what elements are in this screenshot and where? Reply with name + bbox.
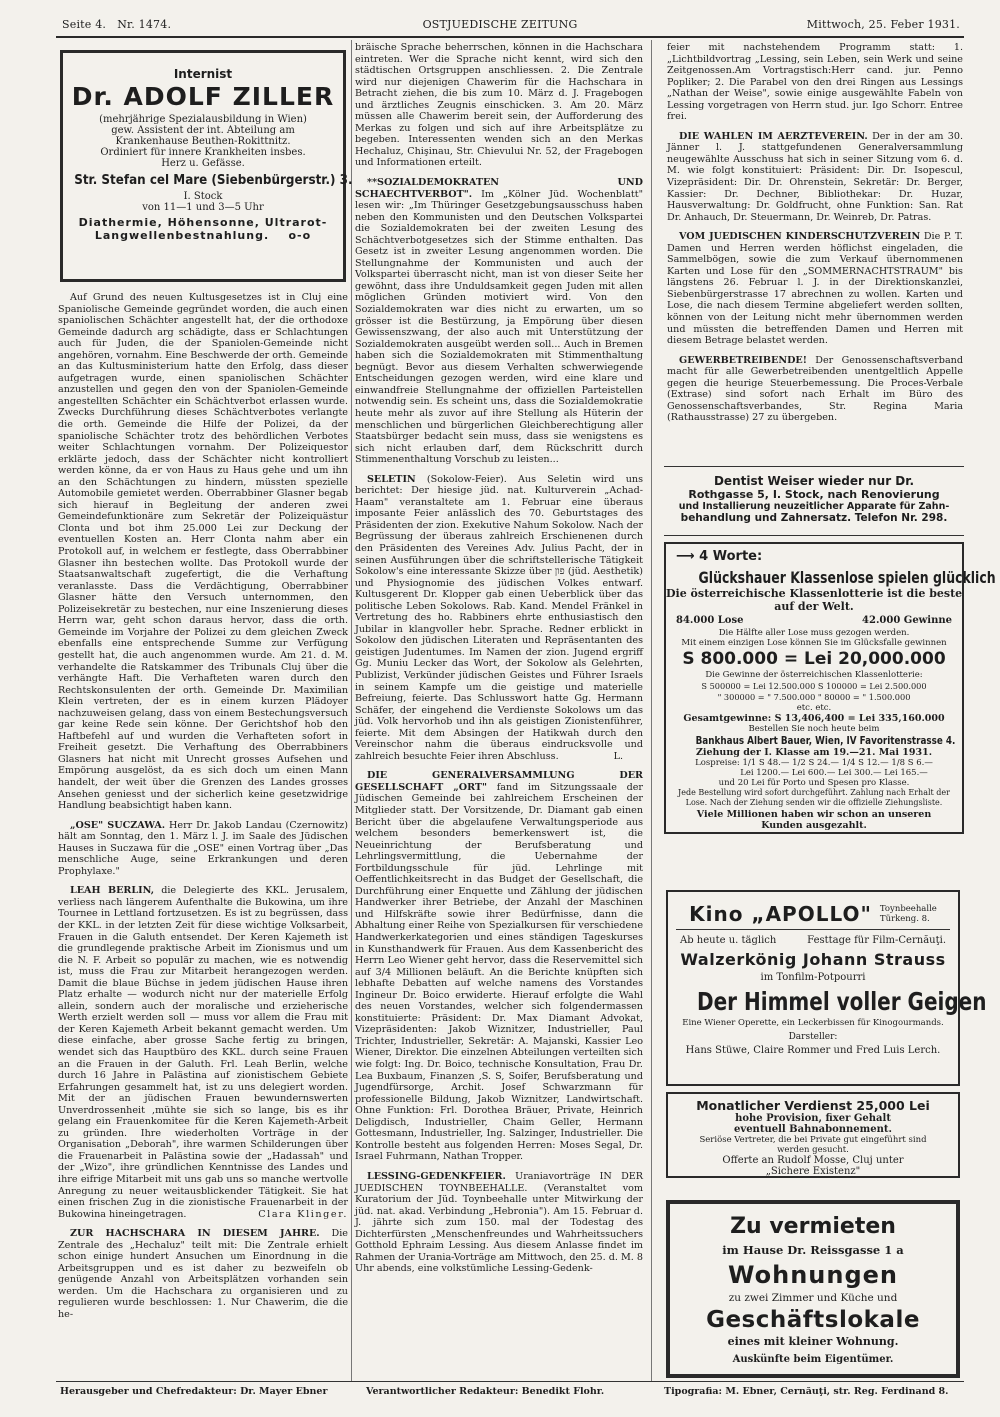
article-heading: SELETIN [367,473,416,485]
ad-kino-cast: Hans Stüwe, Claire Rommer und Fred Luis Lerch. [685,1045,941,1056]
footer-publisher: Herausgeber und Chefredakteur: Dr. Mayer Ebner [60,1386,328,1397]
ad-kino-line: im Tonfilm-Potpourri [760,972,866,983]
article-heading: „OSE" SUCZAWA. [70,819,166,831]
ad-lottery-line: etc. etc. [796,703,832,713]
article-text: Die P. T. Damen und Herren werden höflichst eingeladen, die Sammelbögen, sowie die zum Verkauf übernommenen Karten und Lose für den „SOMMERNACHTSTRAUM" bis längstens 26. Februar l. J. in der Direktionskanzlei, Siebenbürgerstrasse 17 abrechnen zu wollen. Karten und Lose, die nach diesem Termine abgeliefert werden sollten, können von der Leitung nicht mehr übernommen werden und müssten die betreffenden Damen und Herren mit diesem Betrage belastet werden. [667,231,963,347]
column-1 [58,292,348,1380]
ad-lottery-subtitle: auf der Welt. [774,600,854,613]
article-text: Die Zentrale des „Hechaluz" teilt mit: Die Zentrale erhielt schon einige hundert Ansuchen um Einordnung in die Arbeitsgruppen und es ist daher zu bezweifeln ob genügende Anzahl von Arbeitsplätzen vorhanden sein werden. Um die Hachschara zu organisieren und zu regulieren wurde beschlossen: 1. Nur Chawerim, die die he- [58,1228,348,1321]
ad-lottery-row: " 300000 = " 7.500.000 " 80000 = " 1.500.000 [717,692,911,702]
ad-lottery-title: Glückshauer Klassenlose spielen glücklich [698,568,996,587]
footer-printer: Tipografia: M. Ebner, Cernăuţi, str. Reg. Ferdinand 8. [664,1386,949,1397]
arrow-icon: ⟶ [676,549,695,564]
article [58,885,348,1220]
ad-lottery-line: Lei 1200.— Lei 600.— Lei 300.— Lei 165.— [740,768,928,778]
ad-lottery-counts [666,613,962,628]
ad-dentist-line: und Installierung neuzeitlicher Apparate für Zahn- [678,501,950,512]
ad-vermieten-line: Auskünfte beim Eigentümer. [732,1354,894,1365]
ad-lottery-line: Ziehung der I. Klasse am 19.—21. Mai 1931. [695,747,933,758]
article-heading: LEAH BERLIN, [70,885,155,897]
ad-ziller-tag: o-o [288,229,312,242]
ad-vermieten-line: im Hause Dr. Reissgasse 1 a [722,1243,904,1257]
article-heading: **SOZIALDEMOKRATEN UND SCHAECHTVERBOT". [355,177,643,200]
ad-vermieten-headline: Geschäftslokale [706,1307,920,1333]
column-divider [651,40,652,1381]
ad-lottery-line: und 20 Lei für Porto und Spesen pro Klasse. [718,778,910,788]
ad-kino-location-line: Türkeng. 8. [879,914,930,924]
ad-lottery-bank: Bankhaus Albert Bauer, Wien, IV Favoritenstrasse 4. [695,734,956,747]
article [355,1171,643,1275]
ad-ziller-line [63,229,343,242]
ad-vermieten-title: Zu vermieten [730,1214,896,1239]
ad-dentist-line: behandlung und Zahnersatz. Telefon Nr. 298. [680,512,948,524]
ad-lottery-gewinne: 42.000 Gewinne [862,615,952,626]
ad-kino-dates [668,933,958,948]
article-heading: DIE WAHLEN IM AERZTEVEREIN. [679,130,868,142]
article [355,177,643,466]
article-text: Der Genossenschaftsverband macht für alle Gewerbetreibenden unentgeltlich Appelle gegen die heurige Steuerbemessung. Die Proces-Verbale (Extrase) sind sofort nach Erhalt im Büro des Genossenschaftsverbandes, Str. Regina Maria (Rathausstrasse) 27 zu übergeben. [667,354,963,424]
ad-lottery-total: Gesamtgewinne: S 13,406,400 = Lei 335,160.000 [683,713,945,724]
article-paragraph: Auf Grund des neuen Kultusgesetzes ist in Cluj eine Spaniolische Gemeinde gegründet worden, die auch einen spaniolischen Schächter angestellt hat, der die orthodoxe Gemeinde dadurch arg schädigte, dass er Schlachtungen auch für Juden, die der Spaniolen-Gemeinde nicht angehören, vornahm. Eine Beschwerde der orth. Gemeinde an das Kultusministerium hatte den Erfolg, dass dieser aufgetragen wurde, einen spaniolischen Schächter anzustellen und gegen den von der Spaniolen-Gemeinde angestellten Schächter ein Schächtverbot erlassen wurde. Zwecks Durchführung dieses Schächtverbotes verlangte die orth. Gemeinde die Hilfe der Polizei, da der spaniolische Schächter trotz des behördlichen Verbotes weiter Schlachtungen vornahm. Der Polizeiquestor erklärte jedoch, dass der Schächter nicht kontrolliert werden könne, da er von Haus zu Haus gehe und um ihn an den Schächtungen zu hindern, müssten spezielle Automobile gemietet werden. Oberrabbiner Glasner begab sich hierauf in Begleitung der anderen zwei Gemeindefunktionäre zum Sekretär der Polizeiquästur Clonta und bot ihm 25.000 Lei zur Deckung der eventuellen Kosten an. Herr Clonta nahm aber ein Protokoll auf, in welchem er festlegte, dass Oberrabbiner Glasner ihn bestechen wollte. Das Protokoll wurde der Staatsanwaltschaft zugefertigt, die die Verhaftung veranlasste. Dass die Verdächtigung, Oberrabbiner Glasner hätte den Versuch unternommen, den Polizeisekretär zu bestechen, nur eine Inszenierung dieses Herrn war, geht schon daraus hervor, dass die orth. Gemeinde im Vorjahre der Polizei zu dem gleichen Zweck ebenfalls eine entsprechende Summe zur Verfügung gestellt hat, die auch angenommen wurde. Am 21. d. M. verhandelte die Ratskammer des Tribunals Cluj über die verhängte Haft. Die Verhafteten waren durch den Rechtskonsulenten der orth. Gemeinde Dr. Maximilian Klein vertreten, der es in einem kurzen Plädoyer nachzuweisen gelang, dass von einem Bestechungsversuch gar keine Rede sein könne. Der Gerichtshof hob den Haftbefehl auf und wurden die Verhafteten sofort in Freiheit gesetzt. Die Verhaftung des Oberrabbiners Glasners hat nicht mit Unrecht grosses Aufsehen und Empörung ausgelöst, da es sich doch um einen Mann handelt, der weit über die Grenzen des Landes grosses Ansehen geniesst und der sicherlich keine gesetzwidrige Handlung beabsichtigt haben kann. [58,292,348,812]
article-text: die Delegierte des KKL. Jerusalem, verliess nach längerem Aufenthalte die Bukowina, um ihre Tournee in Lettland fortzusetzen. Es ist zu begrüssen, dass der KKL. in der letzten Zeit für diese wichtige Volksarbeit, Frauen in die Galuth entsendet. Der Keren Kajemeth ist die grundlegende praktische Arbeit im Zionismus und um die N. F. Arbeit so populär zu machen, wie es notwendig ist, muss die Frau zur Mitarbeit herangezogen werden. Damit die blaue Büchse in jedem jüdischen Hause ihren Platz erhalte — wodurch nicht nur der materielle Erfolg allein, sondern auch der moralische und erzieherische Werth erzielt werden soll — muss vor allem die Frau mit der Keren Kajemeth Arbeit bekannt gemacht werden. Um diese einfache, aber grosse Sache fertig zu bringen, wendet sich das Hauptbüro des KKL. durch seine Frauen an die Frauen in der Galuth. Frl. Leah Berlin, welche durch 16 Jahre in Palästina auf zionistischem Gebiete Erfahrungen gesammelt hat, ist zu uns delegiert worden. Mit der an jüdischen Frauen bewundernswerten Unverdrossenheit ,mühte sie sich so lange, bis es ihr gelang ein Frauenkomitee für die Keren Kajemeth-Arbeit zu gründen. Ihre wiederholten Vorträge in der Organisation „Deborah", ihre warmen Schilderungen über die Frauenarbeit in Palästina sowie der „Hadassah" und der „Wizo", ihre gründlichen Kenntnisse des Landes und ihre eifrige Mitarbeit mit uns gab uns so manche wertvolle Anregung zu neuer weitausblickender Tätigkeit. Sie hat einen frischen Zug in die zionistische Frauenarbeit in der Bukowina hineingetragen. [58,885,348,1220]
article-heading: GEWERBETREIBENDE! [679,354,807,366]
ad-verdienst-line: Seriöse Vertreter, die bei Private gut eingeführt sind [699,1135,927,1145]
ad-verdienst-line: eventuell Bahnabonnement. [734,1124,892,1135]
ad-ziller-line: (mehrjährige Spezialausbildung in Wien) [99,114,307,125]
page-number: Seite 4. [62,18,107,31]
ad-lottery-line: Jede Bestellung wird sofort durchgeführt. Zahlung nach Erhalt der Lose. Nach der Ziehung senden wir die offizielle Ziehungsliste. [678,788,950,807]
ad-verdienst-headline: Monatlicher Verdienst 25,000 Lei [696,1098,930,1113]
ad-lottery-subtitle: Die österreichische Klassenlotterie ist die beste [666,587,963,600]
article-text: Uraniavorträge IN DER JUEDISCHEN TOYNBEEHALLE. (Veranstaltet vom Kuratorium der Jüd. Toynbeehalle unter Mitwirkung der jüd. nat. akad. Verbindung „Hebronia"). Am 15. Februar d. J. jährte sich zum 150. mal der Todestag des Dichterfürsten „Menschenfreundes und Wahrheitssuchers Gotthold Ephraim Lessing. Aus diesem Anlasse findet im Rahmen der Urania-Vorträge am Mittwoch, den 25. d. M. 8 Uhr abends, eine volkstümliche Lessing-Gedenk- [355,1170,643,1275]
article-heading: ZUR HACHSCHARA IN DIESEM JAHRE. [70,1228,320,1240]
newspaper-title: OSTJUEDISCHE ZEITUNG [422,18,578,31]
ad-dentist-line: Rothgasse 5, I. Stock, nach Renovierung [688,488,940,501]
ad-ziller [60,50,353,282]
ad-ziller-label: Internist [173,67,233,81]
article [355,474,643,763]
article-signature: Clara Klinger. [258,1208,348,1220]
article [667,355,963,424]
article [667,231,963,346]
ad-vermieten-line: eines mit kleiner Wohnung. [727,1335,899,1348]
ad-vermieten-line: zu zwei Zimmer und Küche und [728,1292,898,1304]
article-heading: LESSING-GEDENKFEIER. [367,1170,506,1182]
ad-lottery-line: Mit einem einzigen Lose können Sie im Glücksfalle gewinnen [681,638,947,648]
ad-verdienst-line: werden gesucht. [777,1145,849,1155]
footer-rule [56,1381,964,1382]
ad-lottery-tag [676,549,962,564]
article [58,820,348,878]
ad-vermieten-headline: Wohnungen [728,1261,898,1289]
ad-lottery-line: Lospreise: 1/1 S 48.— 1/2 S 24.— 1/4 S 12.— 1/8 S 6.— [695,758,933,768]
ad-kino [666,890,987,1086]
issue-number: Nr. 1474. [117,18,172,31]
ad-verdienst-line: „Sichere Existenz" [765,1166,861,1177]
ad-kino-title: Kino „APOLLO" [689,902,872,926]
article-text: fand im Sitzungssaale der Jüdischen Gemeinde bei zahlreichem Erscheinen der Mitglieder statt. Der Vorsitzende, Dr. Diamant gab einen Bericht über die abgelaufene Verwaltungsperiode aus welchem besonders bemerkenswert ist, die Neueinrichtung der Berufsberatung und Lehrlingsvermittlung, die Uebernahme der Fortbildungsschule für jüd. Lehrlinge mit Oeffentlichkeitsrecht in das Budget der Gesellschaft, die Durchführung einer Enquette und Zählung der jüdischen Handwerker ihrer Betriebe, der Anzahl der Maschinen und Hilfskräfte sowie ihrer Bedürfnisse, dann die Abhaltung einer Reihe von Spezialkursen für verschiedene Handwerkerkategorien und eines ständigen Tageskurses in Kunsthandwerk für Frauen. Aus dem Kassenbericht des Herrn Leo Wiener geht hervor, dass die Reservemittel sich auf 3/4 Millionen beläuft. An die Berichte knüpften sich lebhafte Debatten auf welche namens des Vorstandes Ingineur Dr. Boico erwiderte. Hierauf erfolgte die Wahl des neuen Vorstandes, welcher sich folgendermassen konstituierte: Präsident: Dr. Max Diamant Advokat, Vizepräsidenten: Jakob Wiznitzer, Industrieller, Paul Trichter, Industrieller, Sekretär: A. Majanski, Kassier Leo Wiener, Direktor. Die einzelnen Abteilungen verteilten sich wie folgt: Ing. Dr. Boico, technische Konsultation, Frau Dr. Lea Buxbaum, Finanzen ,S. S, Soifer, Berufsberatung und Jugendfürsorge, Archit. Josef Schwarzmann für professionelle Bildung, Jakob Wiznitzer, Landwirtschaft. Ohne Funktion: Frl. Dorothea Bräuer, Private, Heinrich Deligdisch, Industrieller, Chaim Geller, Hermann Gottesmann, Industrieller, Ing. Salzinger, Industrieller. Die Kontrolle besteht aus folgenden Herren: Moses Segal, Dr. Israel Fuhrmann, Nathan Tropper. [355,781,643,1163]
ad-ziller-line: Herz u. Gefässe. [161,158,245,169]
ad-lottery-footer: Viele Millionen haben wir schon an unseren Kunden ausgezahlt. [696,809,932,831]
ad-lottery-tag-text: 4 Worte: [699,549,763,564]
ad-verdienst [666,1092,960,1178]
article-text: Der in der am 30. Jänner l. J. stattgefundenen Generalversammlung neugewählte Ausschuss hat sich in seiner Sitzung vom 6. d. M. wie folgt konstituiert: Präsident: Dir. Dr. Isopescul, Vizepräsident: Dir. Dr. Ohrenstein, Sekretär: Dr. Berger, Kassier: Dr. Dechner, Bibliothekar: Dr. Huzar, Hausverwaltung: Dr. Goldfrucht, ohne Funktion: San. Rat Dr. Anhauch, Dr. Steuermann, Dr. Weinreb, Dr. Patras. [667,130,963,223]
article-text: Herr Dr. Jakob Landau (Czernowitz) hält am Sonntag, den 1. März l. J. im Saale des Jüdischen Hauses in Suczawa für die „OSE" einen Vortrag über „Das menschliche Auge, seine Erkrankungen und deren Prophylaxe." [58,819,348,877]
ad-kino-headliner: Walzerkönig Johann Strauss [680,950,946,969]
ad-lottery-line: Bestellen Sie noch heute beim [748,724,880,734]
header-rule [56,36,964,38]
article [58,1228,348,1320]
ad-kino-header [668,902,958,926]
ad-verdienst-line: Offerte an Rudolf Mosse, Cluj unter [722,1155,904,1166]
article [667,131,963,223]
ad-kino-line: Festtage für Film-Cernăuţi. [807,935,946,946]
ad-lottery-line: Die Hälfte aller Lose muss gezogen werden. [718,628,910,638]
article-paragraph: feier mit nachstehendem Programm statt: 1. „Lichtbildvortrag „Lessing, sein Leben, sein Werk und seine Zeitgenossen.Am Vortragstisch:Herr cand. jur. Penno Popliker; 2. Die Parabel von den drei Ringen aus Lessings „Nathan der Weise", sowie einige ausgewählte Fabeln von Lessing vorgetragen von Herrn stud. jur. Igo Schorr. Entree frei. [667,42,963,123]
ad-kino-location [880,904,937,924]
ad-lottery [664,542,996,834]
article-paragraph: bräische Sprache beherrschen, können in die Hachschara eintreten. Wer die Sprache nicht kennt, wird sich den städtischen Ortsgruppen anschliessen. 2. Die Zentrale wird nur diejenigen Chawerim für die Hachschara in Betracht ziehen, die bis zum 10. März d. J. Fragebogen und ärztliches Zeugnis einschicken. 3. Am 20. März müssen alle Chawerim bereit sein, der Aufforderung des Merkas zu folgen und sich auf ihre Arbeitsplätze zu begeben. Interessenten wenden sich an den Merkas Hechaluz, Chişinau, Str. Chievului Nr. 52, der Fragebogen und Informationen erteilt. [355,42,643,169]
ad-lottery-jackpot: S 800.000 = Lei 20,000.000 [682,649,946,669]
ad-kino-line: Eine Wiener Operette, ein Leckerbissen für Kinogourmands. [682,1018,944,1028]
ad-kino-film-title: Der Himmel voller Geigen [697,987,987,1016]
ad-ziller-line: Krankenhause Beuthen-Rokittnitz. [115,136,291,147]
ad-kino-line: Ab heute u. täglich [680,935,777,946]
divider [676,929,950,930]
article [355,770,643,1163]
column-divider [351,40,352,1381]
issue-date: Mittwoch, 25. Feber 1931. [806,18,960,31]
ad-lottery-line: Die Gewinne der österreichischen Klassenlotterie: [705,670,923,680]
ad-kino-location-line: Toynbeehalle [879,904,937,914]
ad-dentist [664,466,964,536]
ad-lottery-lose: 84.000 Lose [676,615,744,626]
ad-ziller-address: Str. Stefan cel Mare (Siebenbürgerstr.) 3. [74,173,353,188]
footer-editor: Verantwortlicher Redakteur: Benedikt Flohr. [366,1386,605,1397]
article-text: (Sokolow-Feier). Aus Seletin wird uns berichtet: Der hiesige jüd. nat. Kulturverein „Achad-Haam" veranstaltete am 1. Februar eine überaus imposante Feier anlässlich des 70. Geburtstages des Präsidenten der zion. Exekutive Nahum Sokolow. Nach der Begrüssung der überaus zahlreich Erschienenen durch den Präsidenten des Vereines Adv. Julius Pacht, der in seinen Ausführungen über die schriftstellerische Tätigkeit Sokolow's eine interessante Skizze über פון (jüd. Aesthetik) und Physiognomie des jüdischen Volkes entwarf. Kultusgerent Dr. Klopper gab einen Ueberblick über das politische Leben Sokolows. Rab. Kand. Mendel Fränkel in Vertretung des ho. Rabbiners ehrte enthusiastisch den Jubilar in klangvoller hebr. Sprache. Redner erblickt in Sokolow den jüdischen Literaten und Repräsentanten des geistigen Judentumes. Im Namen der zion. Jugend ergriff Gg. Muniu Lecker das Wort, der Sokolow als Gelehrten, Publizist, Verkünder jüdischen Geistes und Führer Israels in seinem Kampfe um die geistige und materielle Befreiung, feierte. Das Schlusswort hatte Gg. Hermann Schäfer, der eingehend die Verdienste Sokolows um das jüd. Volk hervorhob und ihn als geistigen Zionistenführer, feierte. Mit dem Absingen der Hatikwah durch den Vereinschor nahm die überaus eindrucksvolle und zahlreich besuchte Feier ihren Abschluss. [355,473,643,762]
article-heading: DIE GENERALVERSAMMLUNG DER GESELLSCHAFT „ORT" [355,770,643,793]
ad-vermieten [666,1200,960,1378]
ad-ziller-line: gew. Assistent der int. Abteilung am [111,125,295,136]
ad-dentist-line: Dentist Weiser wieder nur Dr. [713,474,915,488]
article-heading: VOM JUEDISCHEN KINDERSCHUTZVEREIN [679,231,921,243]
article-signature: L. [613,750,623,762]
ad-verdienst-line: hohe Provision, fixer Gehalt [735,1113,891,1124]
ad-ziller-line: I. Stock [183,191,223,202]
column-3 [667,42,963,458]
ad-ziller-line: Diathermie, Höhensonne, Ultrarot- [78,216,328,229]
ad-ziller-line: Ordiniert für innere Krankheiten insbes. [100,147,306,158]
ad-lottery-row: S 500000 = Lei 12.500.000 S 100000 = Lei 2.500.000 [701,681,927,691]
article-text: Im „Kölner Jüd. Wochenblatt" lesen wir: „Im Thüringer Gesetzgebungsausschuss haben neben den Kommunisten und den Deutschen Volkspartei die Sozialdemokraten bei der zweiten Lesung des Schächtverbotgesetzes sich der Stimme enthalten. Das Gesetz ist in zweiter Lesung angenommen worden. Die Stellungnahme der Kommunisten und auch der Volkspartei überrascht nicht, man ist von dieser Seite her gewöhnt, dass ihre Unduldsamkeit gegen Juden mit allen möglichen Gründen motiviert wird. Von den Sozialdemokraten war dies nicht zu erwarten, um so grösser ist die Bestürzung, ja Empörung über diesen Gewissenszwang, der also auch mit Unterstützung der Sozialdemokraten ausgeübt werden soll... Auch in Bremen haben sich die Sozialdemokraten mit Stimmenthaltung begnügt. Bevor aus diesem Verhalten schwerwiegende Entscheidungen gezogen werden, wird eine klare und einwandfreie Stellungnahme der offiziellen Parteistellen notwendig sein. Es scheint uns, dass die Sozialdemokratie heute mehr als zuvor auf ihre Stellung als Hüterin der menschlichen und bürgerlichen Gleichberechtigung aller Staatsbürger bedacht sein muss, dass sie wenigstens es sich nicht erlauben darf, dem Rückschritt durch Stimmenenthaltung Vorschub zu leisten... [355,188,643,466]
ad-kino-line: Darsteller: [788,1032,838,1042]
ad-ziller-name: Dr. ADOLF ZILLER [71,82,335,111]
ad-ziller-line: von 11—1 und 3—5 Uhr [142,202,264,213]
ad-ziller-line: Langwellenbestnahlung. [94,229,270,242]
column-2 [355,42,643,1380]
